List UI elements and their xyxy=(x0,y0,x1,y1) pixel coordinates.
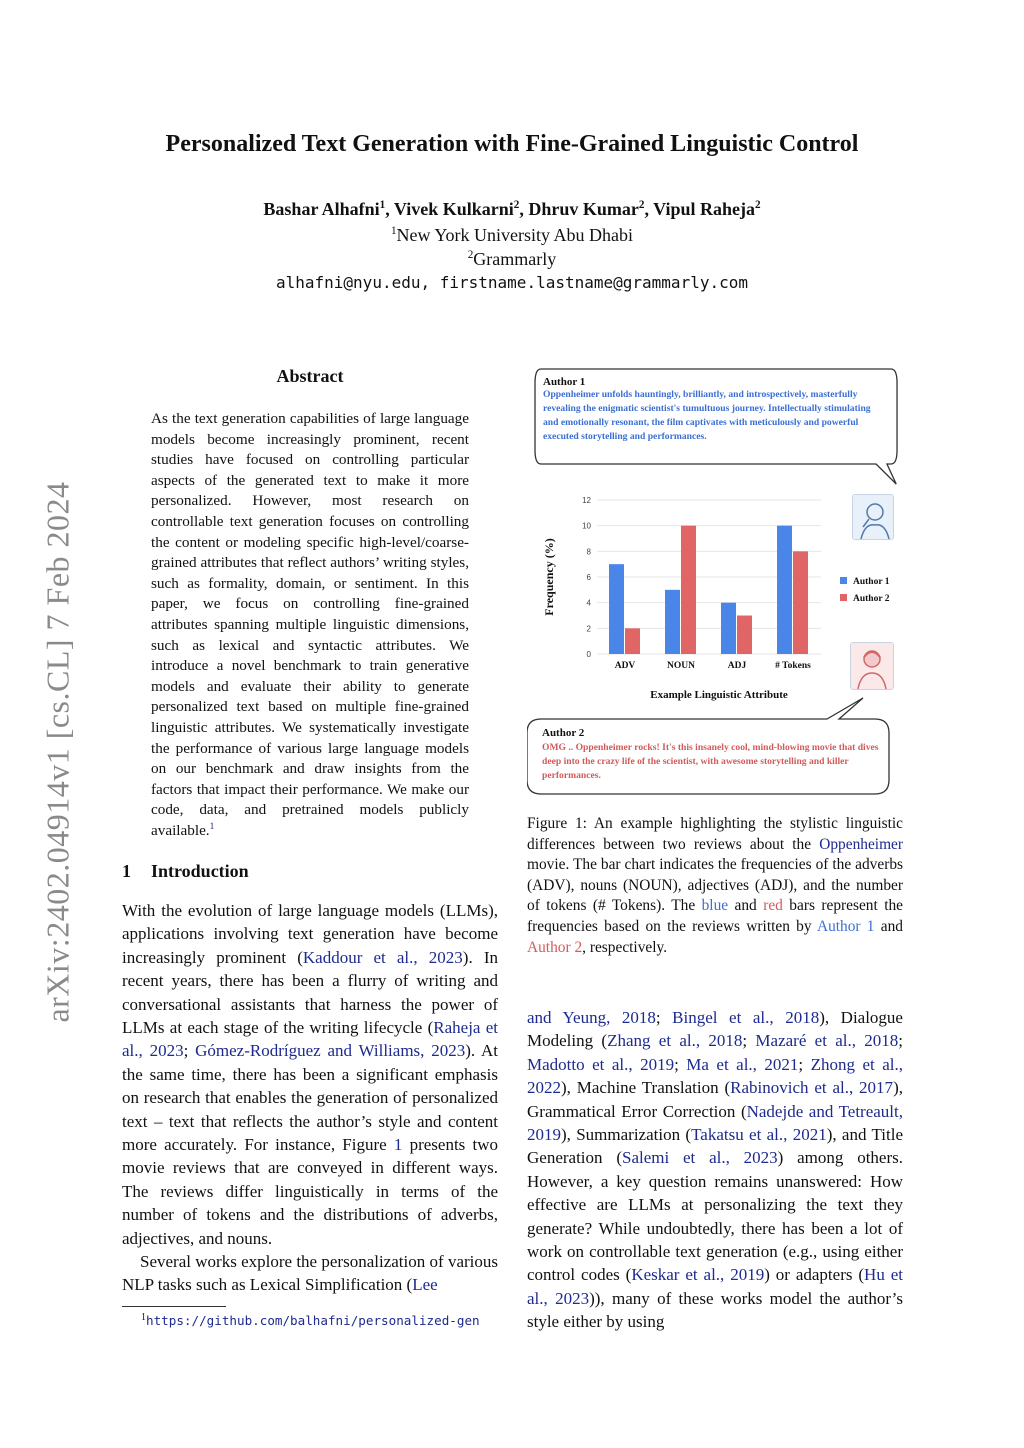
x-tick-label: NOUN xyxy=(667,661,695,671)
colored-term: Author 2 xyxy=(527,938,583,956)
bar-author-2 xyxy=(793,551,808,654)
citation-link[interactable]: Gómez-Rodríguez and Williams, 2023 xyxy=(195,1041,466,1061)
footnote-url-link[interactable]: https://github.com/balhafni/personalized-gen xyxy=(146,1313,480,1328)
author-1-review: Author 1 Oppenheimer unfolds hauntingly, brilliantly, and introspectively, masterfully revealing the enigmatic scientist's tumultuous journey. Intellectually stimulating and emotionally resonant, the film captivates with meticulously and powerful executed storytelling and performances. xyxy=(543,376,871,442)
citation-link[interactable]: Mazaré et al., 2018 xyxy=(755,1031,899,1051)
y-tick-label: 2 xyxy=(586,624,591,634)
affiliation-1: $^1$New York University Abu Dhabi xyxy=(390,225,634,245)
citation-link[interactable]: Kaddour et al., 2023 xyxy=(302,947,463,967)
author-2-review: Author 2 OMG .. Oppenheimer rocks! It's this insanely cool, mind-blowing movie that dives deep into the crazy life of the scientist, with awesome storytelling and killer performances. xyxy=(542,727,879,781)
colored-term: Author 1 xyxy=(816,917,875,935)
figure-caption: Figure 1: An example highlighting the stylistic linguistic differences between two reviews about the Oppenheimer movie. The bar chart indicates the frequencies of the adverbs (ADV), nouns (NOUN), adjectives (ADJ), and the number of tokens (# Tokens). The blue and red bars represent the frequencies based on the reviews written by Author 1 and Author 2, respectively. xyxy=(527,815,904,956)
x-tick-label: ADJ xyxy=(727,661,747,671)
footnote: $^1$https://github.com/balhafni/personalized-gen xyxy=(141,1311,480,1328)
citation-link[interactable]: Lee xyxy=(412,1275,438,1295)
intro-paragraph-2: Several works explore the personalization of various NLP tasks such as Lexical Simplification (Lee xyxy=(122,1252,498,1295)
citation-link[interactable]: 1 xyxy=(393,1135,403,1155)
affiliation-2: $^2$Grammarly xyxy=(467,249,557,269)
author-list: Bashar Alhafni$^1$, Vivek Kulkarni$^2$, Dhruv Kumar$^2$, Vipul Raheja$^2$ xyxy=(263,199,761,219)
author-emails: alhafni@nyu.edu, firstname.lastname@grammarly.com xyxy=(275,273,748,292)
footnote-divider xyxy=(122,1306,226,1307)
paper-title: Personalized Text Generation with Fine-Grained Linguistic Control xyxy=(165,131,859,157)
legend-label: Author 1 xyxy=(853,577,890,587)
citation-link[interactable]: Hu et al., 2023 xyxy=(527,1265,903,1308)
author-name: Vivek Kulkarni xyxy=(393,199,514,219)
y-tick-label: 4 xyxy=(586,598,591,608)
citation-link[interactable]: Raheja et al., 2023 xyxy=(122,1018,499,1061)
citation-link[interactable]: Madotto et al., 2019 xyxy=(527,1054,675,1074)
y-tick-label: 6 xyxy=(586,573,591,582)
footnote-marker[interactable]: 1 xyxy=(209,821,215,832)
author-name: Dhruv Kumar xyxy=(528,199,639,219)
legend-swatch xyxy=(840,594,847,601)
bar-author-2 xyxy=(737,616,752,655)
x-tick-label: ADV xyxy=(614,661,636,671)
x-axis-label: Example Linguistic Attribute xyxy=(650,689,788,701)
citation-link[interactable]: Takatsu et al., 2021 xyxy=(691,1125,827,1145)
right-column-text: and Yeung, 2018; Bingel et al., 2018), Dialogue Modeling (Zhang et al., 2018; Mazaré et al., 2018; Madotto et al., 2019; Ma et al., 2021; Zhong et al., 2022), Machine Translation (Rabinovich et al., 2017), Grammatical Error Correction (Nadejde and Tetreault, 2019), Summarization (Takatsu et al., 2021), and Title Generation (Salemi et al., 2023) among others. However, a key question remains unanswered: How effective are LLMs at personalizing the text they generate? While undoubtedly, there has been a lot of work on controllable text generation (e.g., using either control codes (Keskar et al., 2019) or adapters (Hu et al., 2023)), many of these works model the author’s style either by using xyxy=(527,1008,903,1332)
citation-link[interactable]: Salemi et al., 2023 xyxy=(621,1148,778,1168)
bar-chart xyxy=(527,488,907,718)
y-tick-label: 12 xyxy=(582,496,591,505)
citation-link[interactable]: Zhang et al., 2018 xyxy=(607,1031,743,1051)
abstract-heading: Abstract xyxy=(276,366,344,386)
bar-author-2 xyxy=(625,628,640,654)
citation-link[interactable]: and Yeung, 2018 xyxy=(527,1008,656,1027)
bar-author-1 xyxy=(721,603,736,654)
citation-link[interactable]: Rabinovich et al., 2017 xyxy=(730,1078,894,1098)
legend-label: Author 2 xyxy=(853,594,890,604)
colored-term: red xyxy=(763,897,783,915)
legend-swatch xyxy=(840,577,847,584)
citation-link[interactable]: Keskar et al., 2019 xyxy=(631,1265,765,1285)
author-name: Vipul Raheja xyxy=(653,199,755,219)
bar-author-1 xyxy=(609,564,624,654)
y-tick-label: 0 xyxy=(586,650,591,659)
citation-link[interactable]: Zhong et al., 2022 xyxy=(527,1054,903,1098)
citation-link[interactable]: Nadejde and Tetreault, 2019 xyxy=(527,1101,903,1145)
arxiv-stamp: arXiv:2402.04914v1 [cs.CL] 7 Feb 2024 xyxy=(39,481,76,1023)
bar-author-1 xyxy=(777,526,792,654)
colored-term: blue xyxy=(701,897,729,915)
x-tick-label: # Tokens xyxy=(775,661,811,671)
intro-paragraph-1: With the evolution of large language models (LLMs), applications involving text generation have become increasingly prominent (Kaddour et al., 2023). In recent years, there has been a flurry of writing and conversational assistants that harness the power of LLMs at each stage of the writing lifecycle (Raheja et al., 2023; Gómez-Rodríguez and Williams, 2023). At the same time, there has been a significant emphasis on research that enables the generation of personalized text – text that reflects the author’s style and content more accurately. For instance, Figure 1 presents two movie reviews that are conveyed in different ways. The reviews differ linguistically in terms of the number of tokens and the distributions of adverbs, adjectives, and nouns. xyxy=(122,901,499,1248)
y-axis-label: Frequency (%) xyxy=(542,538,556,616)
y-tick-label: 8 xyxy=(586,547,591,557)
section-heading-introduction: 1 Introduction xyxy=(122,861,249,881)
citation-link[interactable]: Oppenheimer xyxy=(819,835,903,853)
author-name: Bashar Alhafni xyxy=(263,199,380,219)
y-tick-label: 10 xyxy=(582,521,591,531)
abstract-text: As the text generation capabilities of large language models become increasingly prominent, recent studies have focused on controlling particular aspects of the generated text to make it more personalized. However, most research on controllable text generation focuses on controlling the content or modeling specific high-level/coarse-grained attributes that reflect authors’ writing styles, such as formality, domain, or sentiment. In this paper, we focus on controlling fine-grained attributes spanning multiple linguistic dimensions, such as lexical and syntactic attributes. We introduce a novel benchmark to train generative models and evaluate their ability to generate personalized text based on multiple fine-grained linguistic attributes. We systematically investigate the performance of various large language models on our benchmark and draw insights from the factors that impact their performance. We make our code, data, and pretrained models publicly available.$^1$ xyxy=(151,410,469,839)
citation-link[interactable]: Bingel et al., 2018 xyxy=(672,1008,820,1027)
citation-link[interactable]: Ma et al., 2021 xyxy=(686,1054,799,1074)
bar-author-2 xyxy=(681,526,696,654)
bar-author-1 xyxy=(665,590,680,654)
